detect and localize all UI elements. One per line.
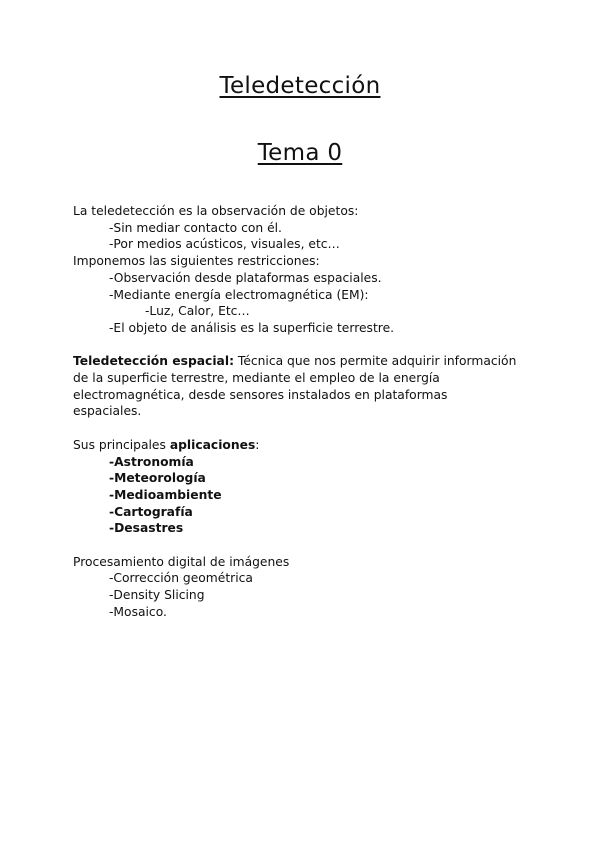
document-subtitle: Tema 0 (257, 140, 343, 166)
definition-line: electromagnética, desde sensores instalados en plataformas (73, 387, 448, 402)
processing-item: -Corrección geométrica (109, 571, 253, 586)
application-item: -Meteorología (109, 471, 206, 486)
intro-item: -Sin mediar contacto con él. (109, 220, 282, 235)
processing-heading: Procesamiento digital de imágenes (73, 554, 290, 569)
applications-prefix: Sus principales (73, 437, 170, 452)
definition-line (73, 353, 533, 370)
definition-text: Técnica que nos permite adquirir información (233, 354, 517, 369)
definition-line: espaciales. (73, 404, 142, 419)
restriction-sub-item: -Luz, Calor, Etc… (145, 304, 250, 319)
processing-item: -Density Slicing (109, 588, 205, 603)
application-item: -Medioambiente (109, 487, 222, 502)
restrictions-heading: Imponemos las siguientes restricciones: (73, 254, 320, 269)
processing-item: -Mosaico. (109, 604, 167, 619)
applications-keyword: aplicaciones (169, 437, 256, 452)
intro-item: -Por medios acústicos, visuales, etc… (109, 237, 340, 252)
application-item: -Astronomía (109, 454, 194, 469)
application-item: -Cartografía (109, 504, 193, 519)
intro-definition: La teledetección es la observación de objetos: (73, 204, 359, 218)
document-body (73, 203, 533, 621)
definition-line: de la superficie terrestre, mediante el empleo de la energía (73, 371, 440, 386)
restriction-item: -Mediante energía electromagnética (EM): (109, 287, 369, 302)
definition-term: Teledetección espacial: (73, 354, 234, 369)
restriction-item: -El objeto de análisis es la superficie terrestre. (109, 320, 395, 335)
spacer (73, 537, 533, 554)
applications-suffix: : (255, 437, 260, 452)
application-item: -Desastres (109, 521, 184, 536)
restriction-item: -Observación desde plataformas espaciales. (109, 270, 382, 285)
applications-heading (73, 437, 533, 454)
spacer (73, 337, 533, 354)
document-title: Teledetección (219, 73, 381, 99)
spacer (73, 420, 533, 437)
